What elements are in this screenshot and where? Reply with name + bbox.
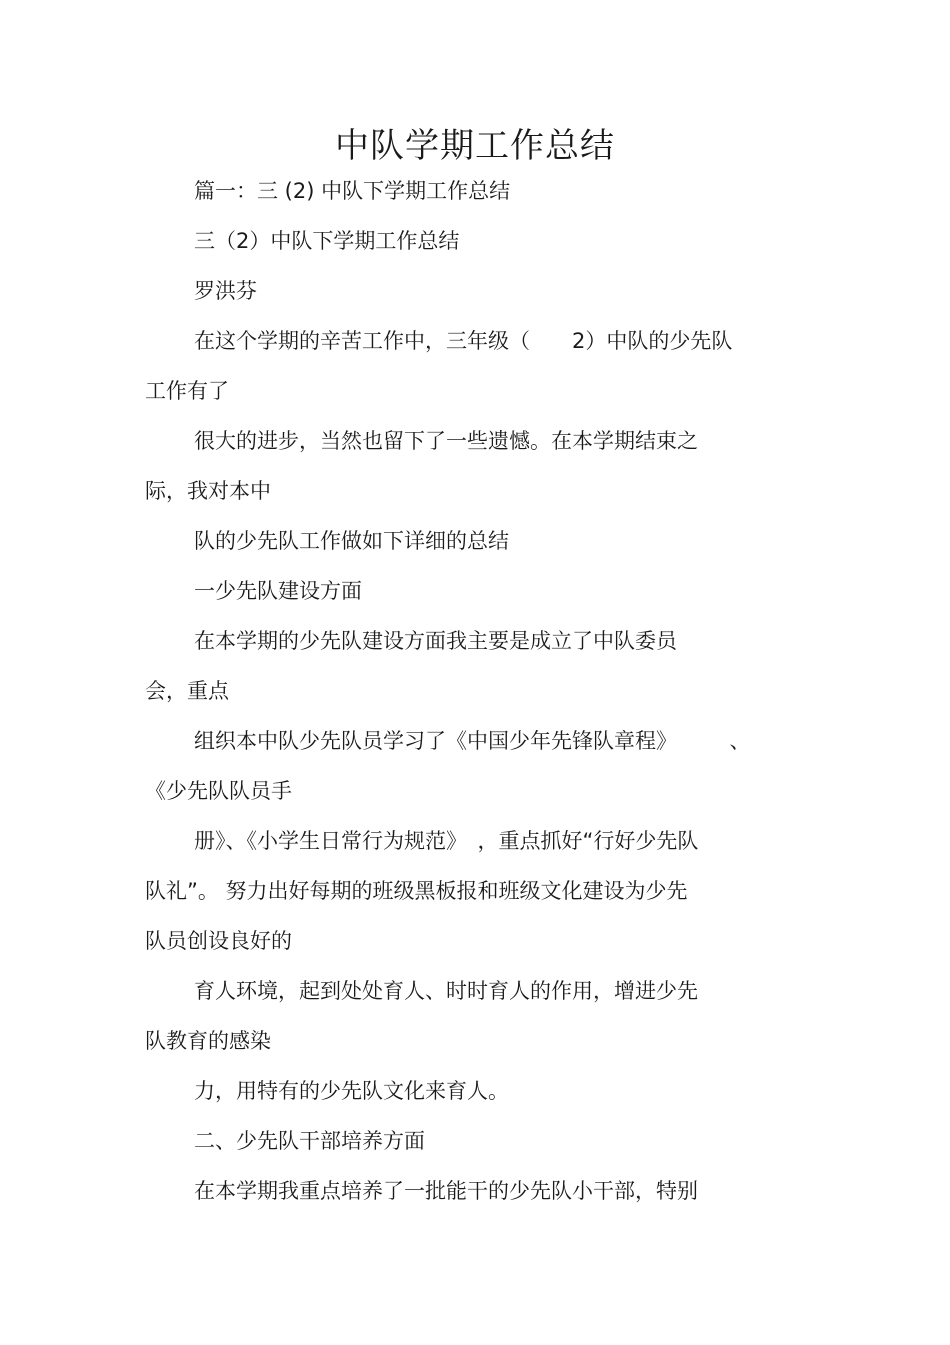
- text-line-13: 《少先队队员手: [145, 779, 292, 803]
- text-line-5: 工作有了: [145, 379, 229, 403]
- text-line-11: 会，重点: [145, 679, 229, 703]
- text-line-18: 队教育的感染: [145, 1029, 271, 1053]
- document-title: 中队学期工作总结: [335, 126, 615, 166]
- text-line-17: 育人环境，起到处处育人、时时育人的作用，增进少先: [194, 979, 698, 1003]
- text-line-16: 队员创设良好的: [145, 929, 292, 953]
- text-line-20: 二、少先队干部培养方面: [194, 1129, 425, 1153]
- text-line-1: 篇一：三 (2) 中队下学期工作总结: [194, 179, 511, 203]
- text-line-7: 际，我对本中: [145, 479, 271, 503]
- text-line-21: 在本学期我重点培养了一批能干的少先队小干部，特别: [194, 1179, 698, 1203]
- text-line-10: 在本学期的少先队建设方面我主要是成立了中队委员: [194, 629, 677, 653]
- text-line-4: 在这个学期的辛苦工作中，三年级（ 2）中队的少先队: [194, 329, 733, 353]
- text-line-8: 队的少先队工作做如下详细的总结: [194, 529, 509, 553]
- text-line-15: 队礼”。 努力出好每期的班级黑板报和班级文化建设为少先: [145, 879, 688, 903]
- text-line-12: 组织本中队少先队员学习了《中国少年先锋队章程》 、: [194, 729, 751, 753]
- text-line-14: 册》、《小学生日常行为规范》 ，重点抓好“行好少先队: [194, 829, 699, 853]
- text-line-2: 三（2）中队下学期工作总结: [194, 229, 460, 253]
- text-line-9: 一少先队建设方面: [194, 579, 362, 603]
- text-line-6: 很大的进步，当然也留下了一些遗憾。在本学期结束之: [194, 429, 698, 453]
- text-line-19: 力，用特有的少先队文化来育人。: [194, 1079, 509, 1103]
- text-line-3: 罗洪芬: [194, 279, 257, 303]
